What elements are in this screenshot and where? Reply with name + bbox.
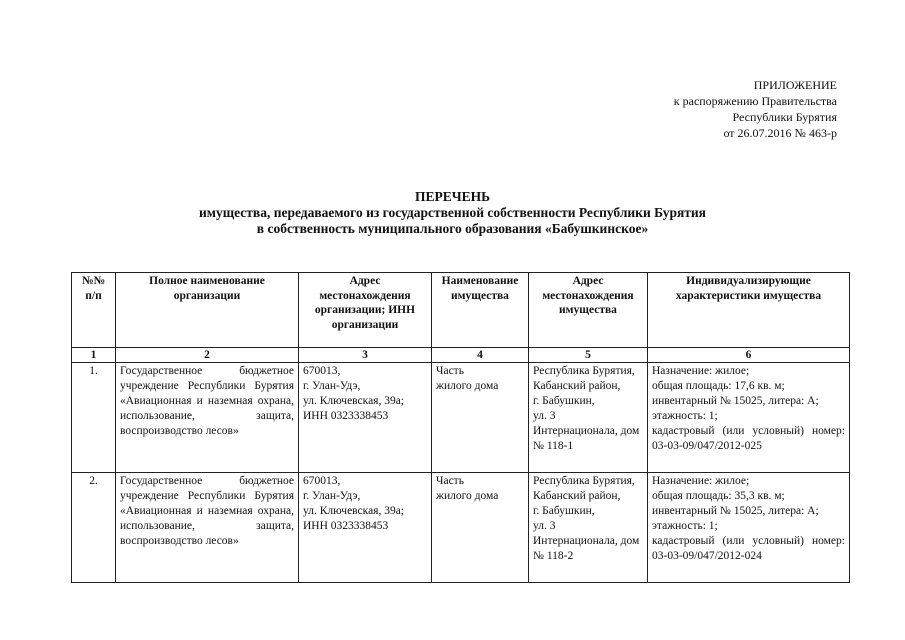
org-address-line: г. Улан-Удэ, xyxy=(303,490,361,502)
document-title xyxy=(0,189,905,237)
characteristic-line: Назначение: жилое; xyxy=(652,365,750,377)
org-inn: ИНН 0323338453 xyxy=(303,520,389,532)
characteristic-line: общая площадь: 17,6 кв. м; xyxy=(652,380,785,392)
org-address xyxy=(299,473,432,583)
column-number: 1 xyxy=(72,348,116,363)
column-number: 2 xyxy=(116,348,299,363)
property-address-line: г. Бабушкин, xyxy=(533,505,595,517)
annex-reference: к распоряжению Правительства xyxy=(673,94,837,108)
org-address-line: 670013, xyxy=(303,365,341,377)
annex-title: ПРИЛОЖЕНИЕ xyxy=(753,78,837,92)
property-table xyxy=(71,272,850,583)
row-number: 2. xyxy=(72,473,116,583)
property-address-line: Республика Бурятия, xyxy=(533,475,635,487)
title-line-2: имущества, передаваемого из государственной собственности Республики Бурятия xyxy=(199,205,706,220)
row-number: 1. xyxy=(72,363,116,473)
characteristic-line: кадастровый (или условный) номер: 03-03-09/047/2012-025 xyxy=(652,425,845,452)
header-org-name: Полное наименование организации xyxy=(116,273,299,348)
title-line-3: в собственность муниципального образования «Бабушкинское» xyxy=(256,221,649,236)
title-main: ПЕРЕЧЕНЬ xyxy=(414,189,491,204)
column-number: 3 xyxy=(299,348,432,363)
characteristic-line: общая площадь: 35,3 кв. м; xyxy=(652,490,785,502)
org-address-line: ул. Ключевская, 39а; xyxy=(303,395,405,407)
property-address xyxy=(529,363,648,473)
property-name-line: Часть xyxy=(436,365,464,377)
header-number: №№ п/п xyxy=(72,273,116,348)
property-name-line: жилого дома xyxy=(436,490,499,502)
org-inn: ИНН 0323338453 xyxy=(303,410,389,422)
annex-block xyxy=(674,77,837,141)
header-property-address: Адрес местонахождения имущества xyxy=(529,273,648,348)
property-name-line: жилого дома xyxy=(436,380,499,392)
property-address-line: Кабанский район, xyxy=(533,380,621,392)
org-name: Государственное бюджетное учреждение Республики Бурятия «Авиационная и наземная охрана, использование, защита, воспроизводство лесов» xyxy=(116,363,299,473)
property-name xyxy=(432,473,529,583)
annex-government: Республики Бурятия xyxy=(732,110,837,124)
org-name: Государственное бюджетное учреждение Республики Бурятия «Авиационная и наземная охрана, использование, защита, воспроизводство лесов» xyxy=(116,473,299,583)
property-address-line: ул. 3 Интернационала, дом № 118-2 xyxy=(533,520,640,562)
characteristic-line: Назначение: жилое; xyxy=(652,475,750,487)
table-header-row xyxy=(72,273,850,348)
header-org-address: Адрес местонахождения организации; ИНН организации xyxy=(299,273,432,348)
property-address-line: Республика Бурятия, xyxy=(533,365,635,377)
column-number-row xyxy=(72,348,850,363)
org-address xyxy=(299,363,432,473)
table-row xyxy=(72,473,850,583)
annex-date-number: от 26.07.2016 № 463-р xyxy=(723,126,837,140)
characteristic-line: инвентарный № 15025, литера: А; xyxy=(652,395,819,407)
characteristic-line: этажность: 1; xyxy=(652,410,718,422)
property-address-line: Кабанский район, xyxy=(533,490,621,502)
column-number: 6 xyxy=(648,348,850,363)
org-address-line: г. Улан-Удэ, xyxy=(303,380,361,392)
column-number: 5 xyxy=(529,348,648,363)
property-address-line: ул. 3 Интернационала, дом № 118-1 xyxy=(533,410,640,452)
property-characteristics xyxy=(648,473,850,583)
table-row xyxy=(72,363,850,473)
property-name-line: Часть xyxy=(436,475,464,487)
property-characteristics xyxy=(648,363,850,473)
org-address-line: ул. Ключевская, 39а; xyxy=(303,505,405,517)
header-property-name: Наименование имущества xyxy=(432,273,529,348)
property-name xyxy=(432,363,529,473)
characteristic-line: этажность: 1; xyxy=(652,520,718,532)
characteristic-line: кадастровый (или условный) номер: 03-03-09/047/2012-024 xyxy=(652,535,845,562)
characteristic-line: инвентарный № 15025, литера: А; xyxy=(652,505,819,517)
property-address-line: г. Бабушкин, xyxy=(533,395,595,407)
org-address-line: 670013, xyxy=(303,475,341,487)
column-number: 4 xyxy=(432,348,529,363)
header-characteristics: Индивидуализирующие характеристики имущества xyxy=(648,273,850,348)
property-address xyxy=(529,473,648,583)
